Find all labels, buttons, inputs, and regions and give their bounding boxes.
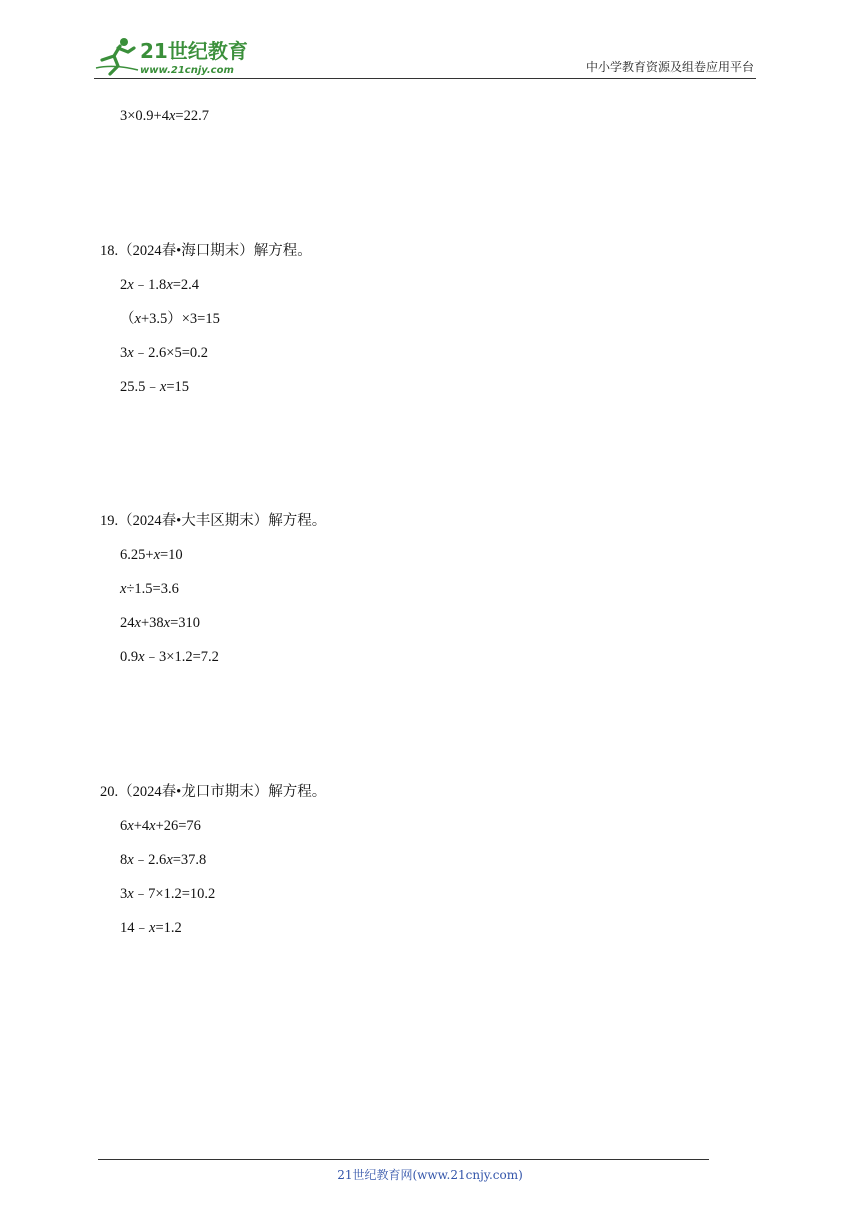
top-equation: 3×0.9+4x=22.7 <box>120 108 209 124</box>
equation: 3x﹣7×1.2=10.2 <box>120 886 216 902</box>
equation: 3x﹣2.6×5=0.2 <box>120 345 209 361</box>
equation: 25.5﹣x=15 <box>120 379 189 395</box>
equation: 2x﹣1.8x=2.4 <box>120 277 200 293</box>
equation: 6.25+x=10 <box>120 547 183 563</box>
equation: 14﹣x=1.2 <box>120 920 182 936</box>
question-title-18: 18.（2024春•海口期末）解方程。 <box>100 243 312 259</box>
equation: x÷1.5=3.6 <box>120 581 179 597</box>
header-tagline: 中小学教育资源及组卷应用平台 <box>585 60 754 74</box>
footer-link[interactable]: 21世纪教育网(www.21cnjy.com) <box>337 1168 523 1182</box>
equation: （x+3.5）×3=15 <box>120 311 220 327</box>
equation: 8x﹣2.6x=37.8 <box>120 852 207 868</box>
equation: 0.9x﹣3×1.2=7.2 <box>120 649 219 665</box>
logo-url: www.21cnjy.com <box>140 65 234 76</box>
equation: 24x+38x=310 <box>120 615 200 631</box>
logo-text: 21世纪教育 <box>140 39 248 63</box>
page-header <box>94 30 756 79</box>
footer-divider <box>98 1159 709 1160</box>
question-title-20: 20.（2024春•龙口市期末）解方程。 <box>100 784 327 800</box>
logo-21cnjy <box>94 34 264 76</box>
question-title-19: 19.（2024春•大丰区期末）解方程。 <box>100 513 327 529</box>
equation: 6x+4x+26=76 <box>120 818 201 834</box>
